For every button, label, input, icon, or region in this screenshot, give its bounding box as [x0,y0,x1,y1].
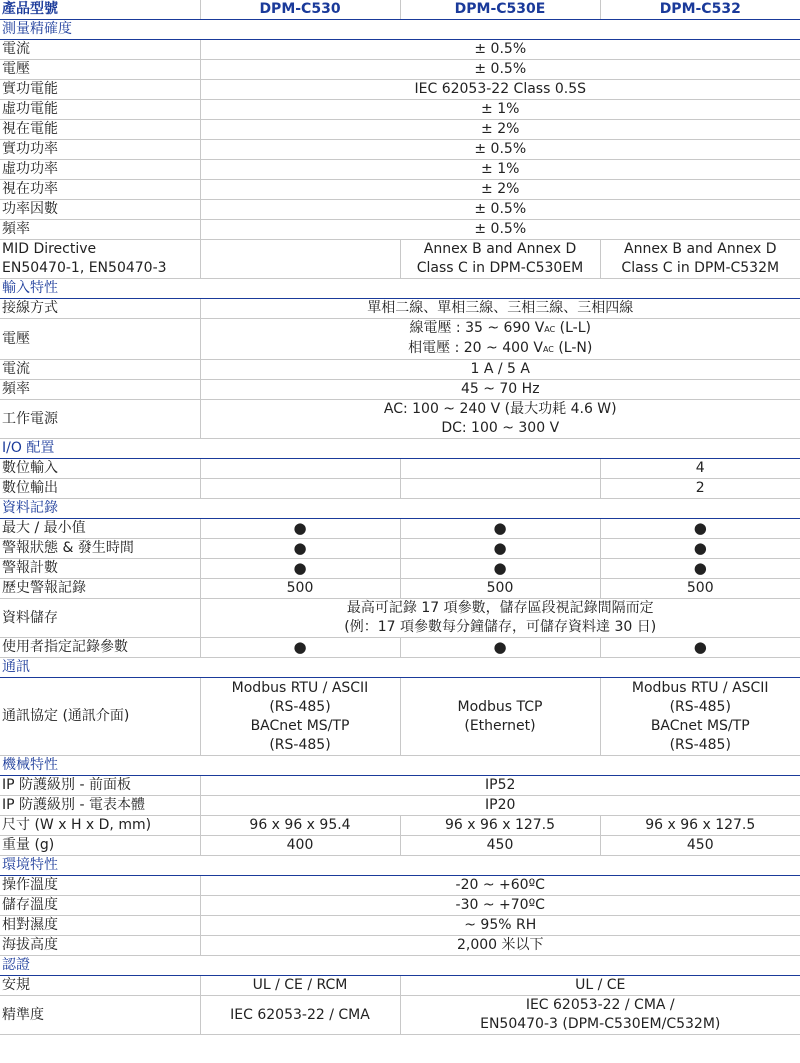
row-label: 實功功率 [0,140,200,160]
row-label: 工作電源 [0,400,200,439]
ac-subscript: AC [544,325,556,334]
power-ac: AC: 100 ~ 240 V (最大功耗 4.6 W) [383,401,617,417]
row-value: 1 A / 5 A [200,360,800,380]
row-label: 頻率 [0,220,200,240]
header-label: 產品型號 [0,0,200,20]
model-c530e: DPM-C530E [400,0,600,20]
table-row [0,996,800,1035]
model-c532: DPM-C532 [600,0,800,20]
supported-bullet-icon: ● [200,539,400,559]
table-row [0,599,800,638]
row-label: 歷史警報記錄 [0,579,200,599]
row-value: ~ 95% RH [200,916,800,936]
table-row [0,559,800,579]
protocol-line: Modbus TCP [457,698,543,715]
row-label: 尺寸 (W x H x D, mm) [0,816,200,836]
row-value: 單相二線、單相三線、三相三線、三相四線 [200,299,800,319]
cert-line2: EN50470-3 (DPM-C530EM/C532M) [480,1016,721,1032]
table-row [0,400,800,439]
row-label: 使用者指定記錄參數 [0,638,200,658]
row-value: ± 1% [200,100,800,120]
c530-value: 400 [200,836,400,856]
c530-empty-cell [200,459,400,479]
table-row-mid [0,240,800,279]
row-label: 電壓 [0,60,200,80]
row-value: IP20 [200,796,800,816]
section-logging [0,499,800,519]
supported-bullet-icon: ● [600,539,800,559]
section-title: 通訊 [0,658,800,678]
protocol-line: Modbus RTU / ASCII [631,679,769,696]
c530e-value: 500 [400,579,600,599]
section-input [0,279,800,299]
supported-bullet-icon: ● [200,638,400,658]
cert-line1: IEC 62053-22 / CMA / [525,997,675,1013]
c532-value [600,240,800,279]
table-row [0,796,800,816]
row-value: IEC 62053-22 Class 0.5S [200,80,800,100]
supported-bullet-icon: ● [400,559,600,579]
ac-subscript: AC [542,345,554,354]
section-title: I/O 配置 [0,439,800,459]
row-value: 2,000 米以下 [200,936,800,956]
table-row [0,896,800,916]
row-value: -30 ~ +70ºC [200,896,800,916]
row-label: IP 防護級別 - 電表本體 [0,796,200,816]
supported-bullet-icon: ● [600,559,800,579]
c532-value: 96 x 96 x 127.5 [600,816,800,836]
section-accuracy [0,20,800,40]
row-label: 海拔高度 [0,936,200,956]
section-environment [0,856,800,876]
row-value: IP52 [200,776,800,796]
c530e-value: 96 x 96 x 127.5 [400,816,600,836]
header-row [0,0,800,20]
table-row [0,319,800,360]
power-dc: DC: 100 ~ 300 V [441,420,560,436]
row-value [200,400,800,439]
section-comm [0,658,800,678]
c530e-empty-cell [400,479,600,499]
voltage-ln [203,339,799,359]
row-label: 功率因數 [0,200,200,220]
row-value: ± 2% [200,120,800,140]
row-value [200,319,800,360]
voltage-ll-suffix: (L-L) [555,320,591,336]
c530-value: IEC 62053-22 / CMA [200,996,400,1035]
table-row [0,60,800,80]
protocol-line: (RS-485) [269,736,331,753]
table-row [0,80,800,100]
section-title: 環境特性 [0,856,800,876]
protocol-line: Modbus RTU / ASCII [231,679,369,696]
table-row [0,160,800,180]
row-value [200,599,800,638]
mid-c530e-line1: Annex B and Annex D [423,241,577,257]
section-title: 輸入特性 [0,279,800,299]
row-value: ± 1% [200,160,800,180]
row-label: IP 防護級別 - 前面板 [0,776,200,796]
row-value: ± 0.5% [200,60,800,80]
c530-empty-cell [200,479,400,499]
mid-c532-line1: Annex B and Annex D [624,241,777,257]
section-title: 機械特性 [0,756,800,776]
row-label: 電壓 [0,319,200,360]
section-io [0,439,800,459]
c530-empty-cell [200,240,400,279]
c530-value [200,678,400,756]
section-title: 資料記錄 [0,499,800,519]
model-c530: DPM-C530 [200,0,400,20]
row-label: 頻率 [0,380,200,400]
c530e-c532-value [400,996,800,1035]
c532-value: 2 [600,479,800,499]
section-certification [0,956,800,976]
supported-bullet-icon: ● [600,638,800,658]
row-value: -20 ~ +60ºC [200,876,800,896]
row-label: 電流 [0,360,200,380]
table-row [0,220,800,240]
protocol-line: (RS-485) [669,736,731,753]
row-label [0,240,200,279]
protocol-line: BACnet MS/TP [250,717,350,734]
table-row [0,519,800,539]
mid-label-line1: MID Directive [2,241,97,257]
table-row [0,40,800,60]
row-value: ± 0.5% [200,200,800,220]
c530-value: UL / CE / RCM [200,976,400,996]
table-row [0,876,800,896]
table-row [0,479,800,499]
protocol-line: (RS-485) [669,698,731,715]
row-label: 資料儲存 [0,599,200,638]
row-value: ± 0.5% [200,40,800,60]
row-label: 安規 [0,976,200,996]
row-label: 數位輸出 [0,479,200,499]
table-row [0,380,800,400]
mid-label-line2: EN50470-1, EN50470-3 [2,260,167,276]
row-label: 相對濕度 [0,916,200,936]
supported-bullet-icon: ● [200,519,400,539]
section-title: 認證 [0,956,800,976]
row-label: 通訊協定 (通訊介面) [0,678,200,756]
c530-value: 96 x 96 x 95.4 [200,816,400,836]
c532-value [600,678,800,756]
protocol-line: (Ethernet) [464,717,536,734]
row-label: 重量 (g) [0,836,200,856]
row-label: 警報計數 [0,559,200,579]
c530e-value: 450 [400,836,600,856]
c532-value: 500 [600,579,800,599]
table-row [0,120,800,140]
c530-value: 500 [200,579,400,599]
supported-bullet-icon: ● [600,519,800,539]
c532-value: 450 [600,836,800,856]
mid-c532-line2: Class C in DPM-C532M [621,260,780,276]
table-row [0,360,800,380]
row-value: ± 2% [200,180,800,200]
section-title: 測量精確度 [0,20,800,40]
voltage-ll-value: 線電壓 : 35 ~ 690 V [409,320,545,336]
row-label: 虛功電能 [0,100,200,120]
protocol-line: BACnet MS/TP [650,717,750,734]
c530e-c532-value: UL / CE [400,976,800,996]
row-label: 精準度 [0,996,200,1035]
row-label: 操作溫度 [0,876,200,896]
row-label: 視在功率 [0,180,200,200]
table-row [0,200,800,220]
supported-bullet-icon: ● [200,559,400,579]
section-mechanical [0,756,800,776]
table-row [0,776,800,796]
voltage-ln-value: 相電壓 : 20 ~ 400 V [408,340,543,356]
supported-bullet-icon: ● [400,519,600,539]
table-row [0,140,800,160]
row-label: 數位輸入 [0,459,200,479]
table-row [0,180,800,200]
table-row [0,816,800,836]
c530e-empty-cell [400,459,600,479]
row-label: 視在電能 [0,120,200,140]
row-label: 接線方式 [0,299,200,319]
mid-c530e-line2: Class C in DPM-C530EM [416,260,584,276]
table-row [0,638,800,658]
row-label: 儲存溫度 [0,896,200,916]
row-value: 45 ~ 70 Hz [200,380,800,400]
row-value: ± 0.5% [200,220,800,240]
storage-line2: (例：17 項參數每分鐘儲存，可儲存資料達 30 日) [344,619,657,635]
row-label: 最大 / 最小值 [0,519,200,539]
row-label: 實功電能 [0,80,200,100]
row-value: ± 0.5% [200,140,800,160]
c532-value: 4 [600,459,800,479]
supported-bullet-icon: ● [400,638,600,658]
table-row [0,976,800,996]
voltage-ln-suffix: (L-N) [553,340,593,356]
protocol-line: (RS-485) [269,698,331,715]
table-row [0,579,800,599]
c530e-value [400,678,600,756]
voltage-ll [203,319,799,339]
row-label: 虛功功率 [0,160,200,180]
supported-bullet-icon: ● [400,539,600,559]
table-row [0,836,800,856]
row-label: 電流 [0,40,200,60]
table-row [0,916,800,936]
table-row [0,539,800,559]
storage-line1: 最高可記錄 17 項參數，儲存區段視記錄間隔而定 [346,600,654,616]
row-label: 警報狀態 & 發生時間 [0,539,200,559]
table-row [0,459,800,479]
c530e-value [400,240,600,279]
table-row [0,936,800,956]
table-row [0,299,800,319]
table-row [0,100,800,120]
table-row [0,678,800,756]
